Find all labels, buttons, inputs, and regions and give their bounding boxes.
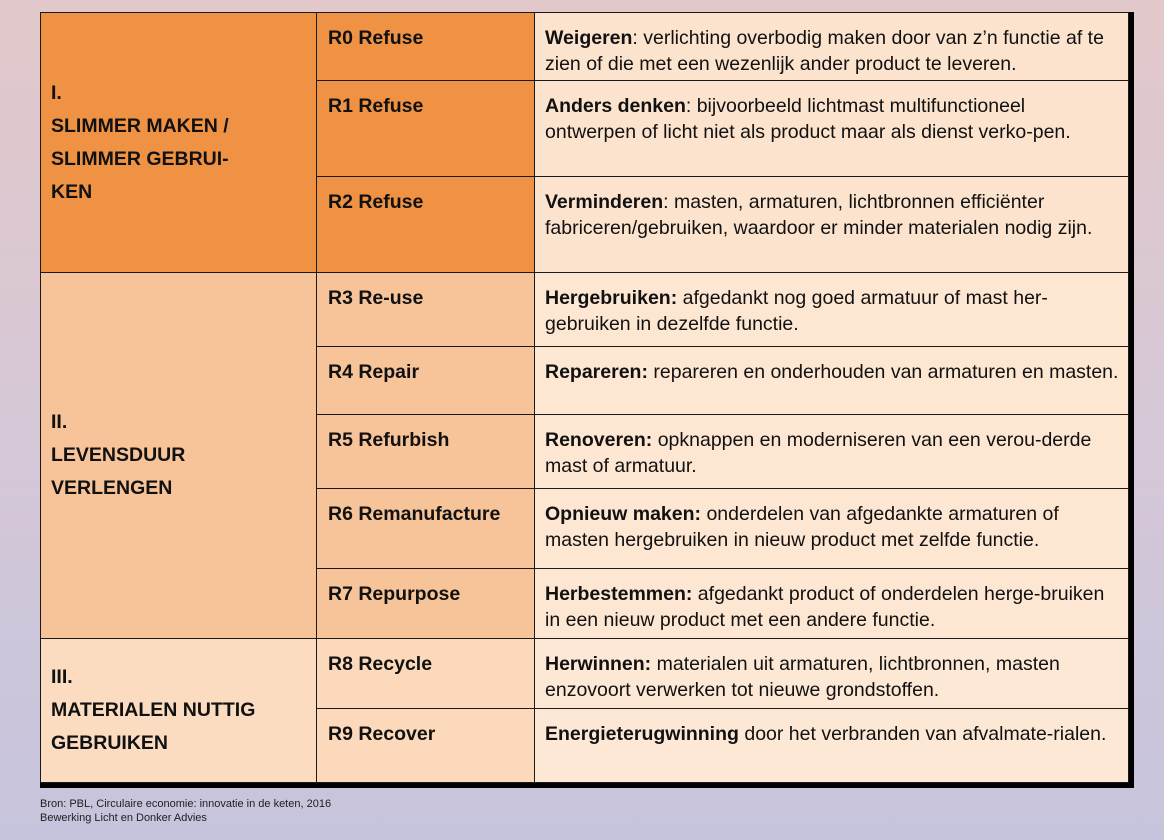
source-note — [40, 797, 331, 825]
strategy-term: Verminderen — [545, 191, 664, 213]
strategy-code: R2 Refuse — [317, 177, 535, 273]
group-title-line: GEBRUIKEN — [51, 732, 169, 754]
group-title-line: KEN — [51, 180, 93, 203]
table-row — [41, 13, 1129, 81]
strategy-term: Herwinnen: — [545, 653, 652, 675]
strategy-term: Opnieuw maken: — [545, 503, 702, 525]
strategy-description — [535, 347, 1129, 415]
strategy-code: R9 Recover — [317, 709, 535, 783]
strategy-code: R7 Repurpose — [317, 569, 535, 639]
group-title-line: MATERIALEN NUTTIG — [51, 699, 256, 721]
term-separator: : — [663, 191, 669, 213]
strategy-code: R0 Refuse — [317, 13, 535, 81]
strategy-term: Repareren: — [545, 361, 648, 383]
description-text: masten, armaturen, lichtbronnen efficiënter fabriceren/gebruiken, waardoor er minder materialen nodig zijn. — [545, 191, 1093, 239]
strategy-code: R5 Refurbish — [317, 415, 535, 489]
group-cell-3 — [41, 639, 317, 783]
term-separator: : — [632, 27, 638, 49]
group-title-line: SLIMMER MAKEN / — [51, 114, 229, 137]
strategy-description — [535, 709, 1129, 783]
strategy-code: R1 Refuse — [317, 81, 535, 177]
group-title-line: VERLENGEN — [51, 477, 173, 499]
table-row — [41, 273, 1129, 347]
description-text: bijvoorbeeld lichtmast multifunctioneel ontwerpen of licht niet als product maar als dienst verko-pen. — [545, 95, 1071, 143]
strategy-description — [535, 415, 1129, 489]
group-number: III. — [51, 666, 73, 688]
strategy-description — [535, 489, 1129, 569]
strategy-term: Anders denken — [545, 95, 686, 117]
r-strategies-table — [40, 12, 1129, 783]
strategy-description — [535, 81, 1129, 177]
group-title-line: LEVENSDUUR — [51, 444, 186, 466]
description-text: afgedankt nog goed armatuur of mast her-gebruiken in dezelfde functie. — [545, 287, 1048, 335]
group-cell-1 — [41, 13, 317, 273]
group-number: I. — [51, 81, 62, 104]
term-separator: : — [685, 95, 692, 117]
strategy-code: R4 Repair — [317, 347, 535, 415]
strategy-term: Energieterugwinning — [545, 723, 739, 745]
group-cell-2 — [41, 273, 317, 639]
description-text: door het verbranden van afvalmate-rialen. — [738, 723, 1107, 745]
adaptation-line: Bewerking Licht en Donker Advies — [40, 812, 207, 824]
description-text: materialen uit armaturen, lichtbronnen, masten enzovoort verwerken tot nieuwe grondstoffen. — [545, 653, 1060, 701]
strategy-description — [535, 569, 1129, 639]
description-text: opknappen en moderniseren van een verou-derde mast of armatuur. — [545, 429, 1092, 477]
source-line: Bron: PBL, Circulaire economie: innovatie in de keten, 2016 — [40, 798, 332, 810]
description-text: repareren en onderhouden van armaturen en masten. — [647, 361, 1119, 383]
strategy-term: Weigeren — [545, 27, 633, 49]
table-row — [41, 639, 1129, 709]
strategy-description — [535, 639, 1129, 709]
strategy-code: R3 Re-use — [317, 273, 535, 347]
strategy-term: Herbestemmen: — [545, 583, 693, 605]
group-number: II. — [51, 411, 68, 433]
strategy-term: Hergebruiken: — [545, 287, 678, 309]
strategy-term: Renoveren: — [545, 429, 653, 451]
group-title-line: SLIMMER GEBRUI- — [51, 147, 229, 170]
strategy-description — [535, 273, 1129, 347]
description-text: verlichting overbodig maken door van z’n functie af te zien of die met een wezenlijk ander product te leveren. — [545, 27, 1104, 75]
description-text: afgedankt product of onderdelen herge-bruiken in een nieuw product met een andere functie. — [545, 583, 1105, 631]
strategy-code: R8 Recycle — [317, 639, 535, 709]
strategy-description — [535, 177, 1129, 273]
strategy-description — [535, 13, 1129, 81]
strategy-code: R6 Remanufacture — [317, 489, 535, 569]
description-text: onderdelen van afgedankte armaturen of masten hergebruiken in nieuw product met zelfde functie. — [545, 503, 1059, 551]
r-ladder-table — [40, 12, 1134, 788]
